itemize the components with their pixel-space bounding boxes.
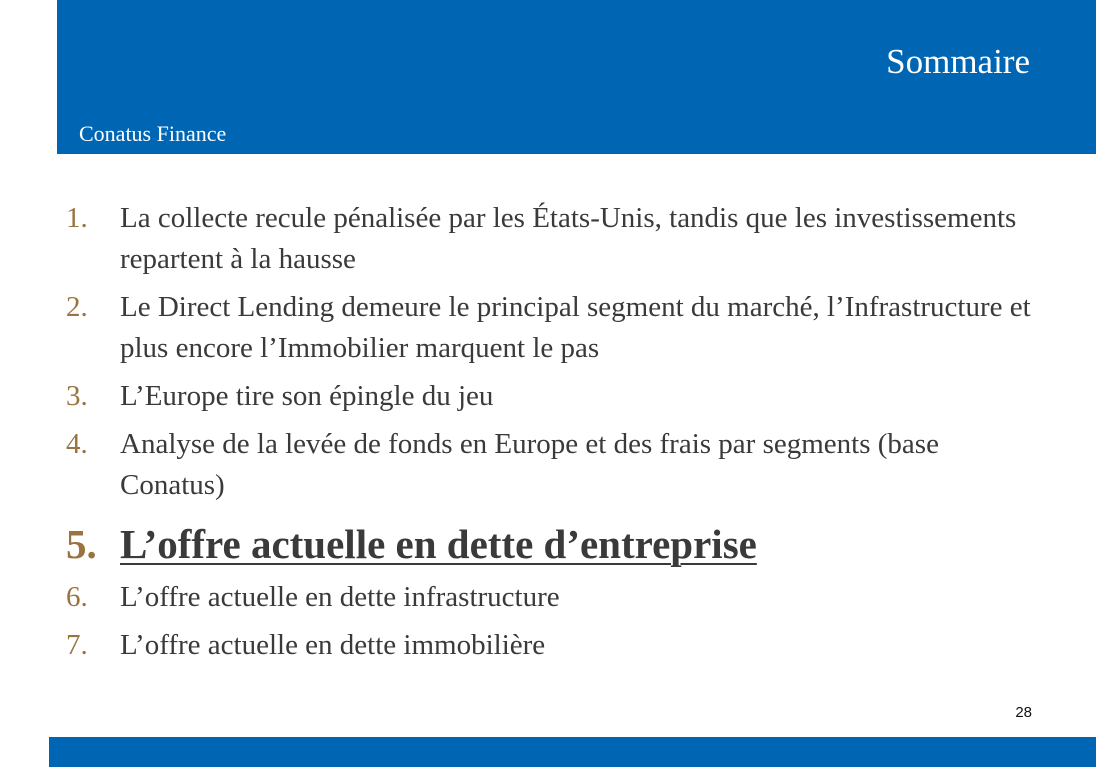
- toc-item-2: [66, 287, 1046, 369]
- toc-item-number: 5.: [66, 521, 97, 567]
- toc-item-label: Le Direct Lending demeure le principal segment du marché, l’Infrastructure et plus encore l’Immobilier marquent le pas: [120, 291, 1031, 364]
- toc-item-1: [66, 198, 1046, 280]
- toc-item-label: La collecte recule pénalisée par les États-Unis, tandis que les investissements repartent à la hausse: [120, 202, 1017, 275]
- table-of-contents: [66, 198, 1046, 673]
- toc-item-label: L’Europe tire son épingle du jeu: [120, 380, 494, 412]
- header-bar: [57, 0, 1096, 154]
- toc-item-7: [66, 625, 1046, 666]
- slide-title: Sommaire: [886, 42, 1030, 81]
- toc-item-number: 2.: [66, 291, 88, 323]
- toc-item-label: L’offre actuelle en dette immobilière: [120, 629, 546, 661]
- toc-item-number: 1.: [66, 202, 88, 234]
- toc-item-label: L’offre actuelle en dette d’entreprise: [120, 521, 757, 567]
- footer-bar: [49, 737, 1096, 767]
- brand-label: Conatus Finance: [79, 121, 227, 146]
- toc-item-6: [66, 577, 1046, 618]
- toc-item-number: 7.: [66, 629, 88, 661]
- toc-item-label: Analyse de la levée de fonds en Europe et des frais par segments (base Conatus): [120, 428, 939, 501]
- toc-item-4: [66, 424, 1046, 506]
- toc-item-label: L’offre actuelle en dette infrastructure: [120, 581, 560, 613]
- toc-item-number: 3.: [66, 380, 88, 412]
- page-number: 28: [1015, 704, 1032, 721]
- toc-item-5-current-section: [66, 516, 1046, 572]
- toc-item-3: [66, 376, 1046, 417]
- toc-item-number: 6.: [66, 581, 88, 613]
- toc-item-number: 4.: [66, 428, 88, 460]
